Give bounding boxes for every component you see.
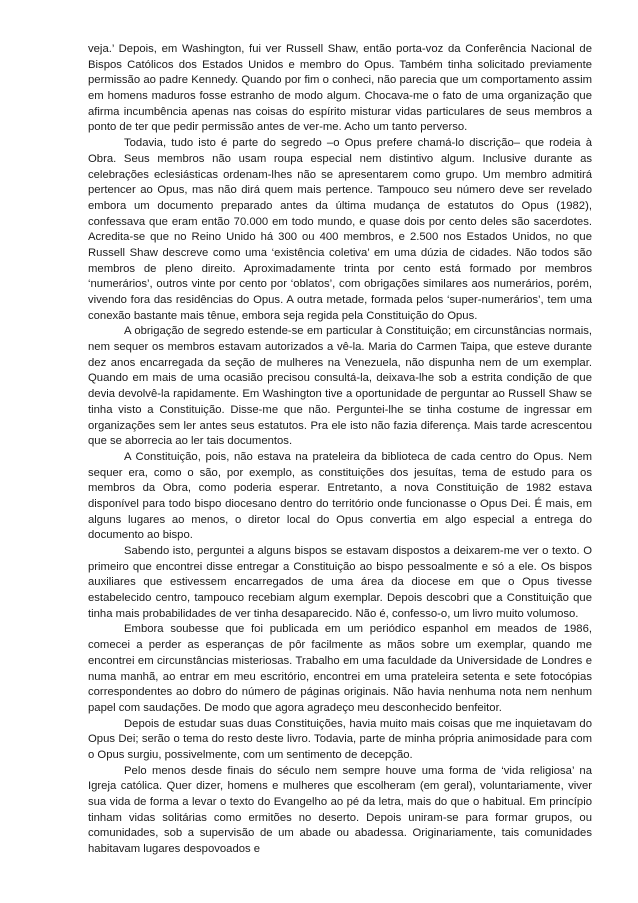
paragraph: veja.’ Depois, em Washington, fui ver Russell Shaw, então porta-voz da Conferência Nacional de Bispos Católicos dos Estados Unidos e membro do Opus. Também tinha solicitado previamente permissão ao padre Kennedy. Quando por fim o conheci, não parecia que um comportamento assim em homens maduros fosse estranho de modo algum. Chocava-me o fato de uma organização que afirma incumbência apenas nas coisas do espírito misturar vidas particulares de seus membros a ponto de ter que pedir permissão antes de ver-me. Acho um tanto perverso.: [88, 43, 592, 134]
paragraph: Sabendo isto, perguntei a alguns bispos se estavam dispostos a deixarem-me ver o texto. O primeiro que encontrei disse entregar a Constituição ao bispo pessoalmente e só a ele. Os bispos auxiliares que estivessem encarregados de uma área da diocese em que o Opus tivesse estabelecido centro, tampouco recebiam algum exemplar. Depois descobri que a Constituição que tinha mais probabilidades de ver tinha desaparecido. Não é, confesso-o, um livro muito volumoso.: [88, 545, 592, 620]
paragraph: Embora soubesse que foi publicada em um periódico espanhol em meados de 1986, comecei a perder as esperanças de pôr facilmente as mãos sobre um exemplar, quando me encontrei em circunstâncias misteriosas. Trabalho em uma faculdade da Universidade de Londres e numa manhã, ao entrar em meu escritório, encontrei em uma prateleira setenta e sete fotocópias correspondentes ao dobro do número de páginas originais. Não havia nenhuma nota nem nenhum papel com saudações. De modo que agora agradeço meu desconhecido benfeitor.: [88, 623, 592, 714]
paragraph: Todavia, tudo isto é parte do segredo –o Opus prefere chamá-lo discrição– que rodeia à Obra. Seus membros não usam roupa especial nem distintivo algum. Inclusive durante as celebrações eclesiásticas ordenam-lhes não se apresentarem como grupo. Um membro admitirá pertencer ao Opus, mas não dirá quem mais pertence. Tampouco seu número deve ser revelado embora um documento preparado antes da última mudança de estatutos do Opus (1982), confessava que eram então 70.000 em todo mundo, e quase dois por cento deles são sacerdotes. Acredita-se que no Reino Unido há 300 ou 400 membros, e 2.500 nos Estados Unidos, no que Russell Shaw descreve como uma ‘existência coletiva’ em uma dúzia de cidades. Não todos são membros de pleno direito. Aproximadamente trinta por cento está formado por membros ‘numerários’, outros vinte por cento por ‘oblatos’, com obrigações similares aos numerários, porém, vivendo fora das residências do Opus. A outra metade, formada pelos ‘super-numerários’, tem uma conexão bastante mais tênue, embora seja regida pela Constituição do Opus.: [88, 137, 592, 322]
paragraph: Depois de estudar suas duas Constituições, havia muito mais coisas que me inquietavam do Opus Dei; serão o tema do resto deste livro. Todavia, parte de minha própria animosidade para com o Opus surgiu, possivelmente, com um sentimento de decepção.: [88, 717, 592, 761]
paragraph: A Constituição, pois, não estava na prateleira da biblioteca de cada centro do Opus. Nem sequer era, como o são, por exemplo, as constituições dos jesuítas, tema de estudo para os membros da Obra, como poderia esperar. Entretanto, a nova Constituição de 1982 estava disponível para todo bispo diocesano dentro do território onde funcionasse o Opus Dei. É mais, em alguns lugares ao menos, o diretor local do Opus convertia em algo especial a entrega do documento ao bispo.: [88, 450, 592, 542]
paragraph: A obrigação de segredo estende-se em particular à Constituição; em circunstâncias normais, nem sequer os membros estavam autorizados a vê-la. Maria do Carmen Taipa, que esteve durante dez anos encarregada da seção de mulheres na Venezuela, não dispunha nem de um exemplar. Quando em mais de uma ocasião precisou consultá-la, deixava-lhe sob a estrita condição de que devia devolvê-la rapidamente. Em Washington tive a oportunidade de perguntar ao Russell Shaw se tinha visto a Constituição. Disse-me que não. Perguntei-lhe se tinha costume de ingressar em organizações sem ler antes seus estatutos. Pra ele isto não fazia diferença. Mais tarde acrescentou que se aborrecia ao ler tais documentos.: [88, 325, 592, 448]
paragraph: Pelo menos desde finais do século nem sempre houve uma forma de ‘vida religiosa’ na Igreja católica. Quer dizer, homens e mulheres que escolheram (em geral), voluntariamente, viver sua vida de forma a levar o texto do Evangelho ao pé da letra, mais do que o habitual. Em princípio tinham vidas solitárias como ermitões no deserto. Depois uniram-se para formar grupos, ou comunidades, sob a supervisão de um abade ou abadessa. Originariamente, tais comunidades habitavam lugares despovoados e: [88, 764, 592, 856]
body-text: [88, 42, 592, 858]
